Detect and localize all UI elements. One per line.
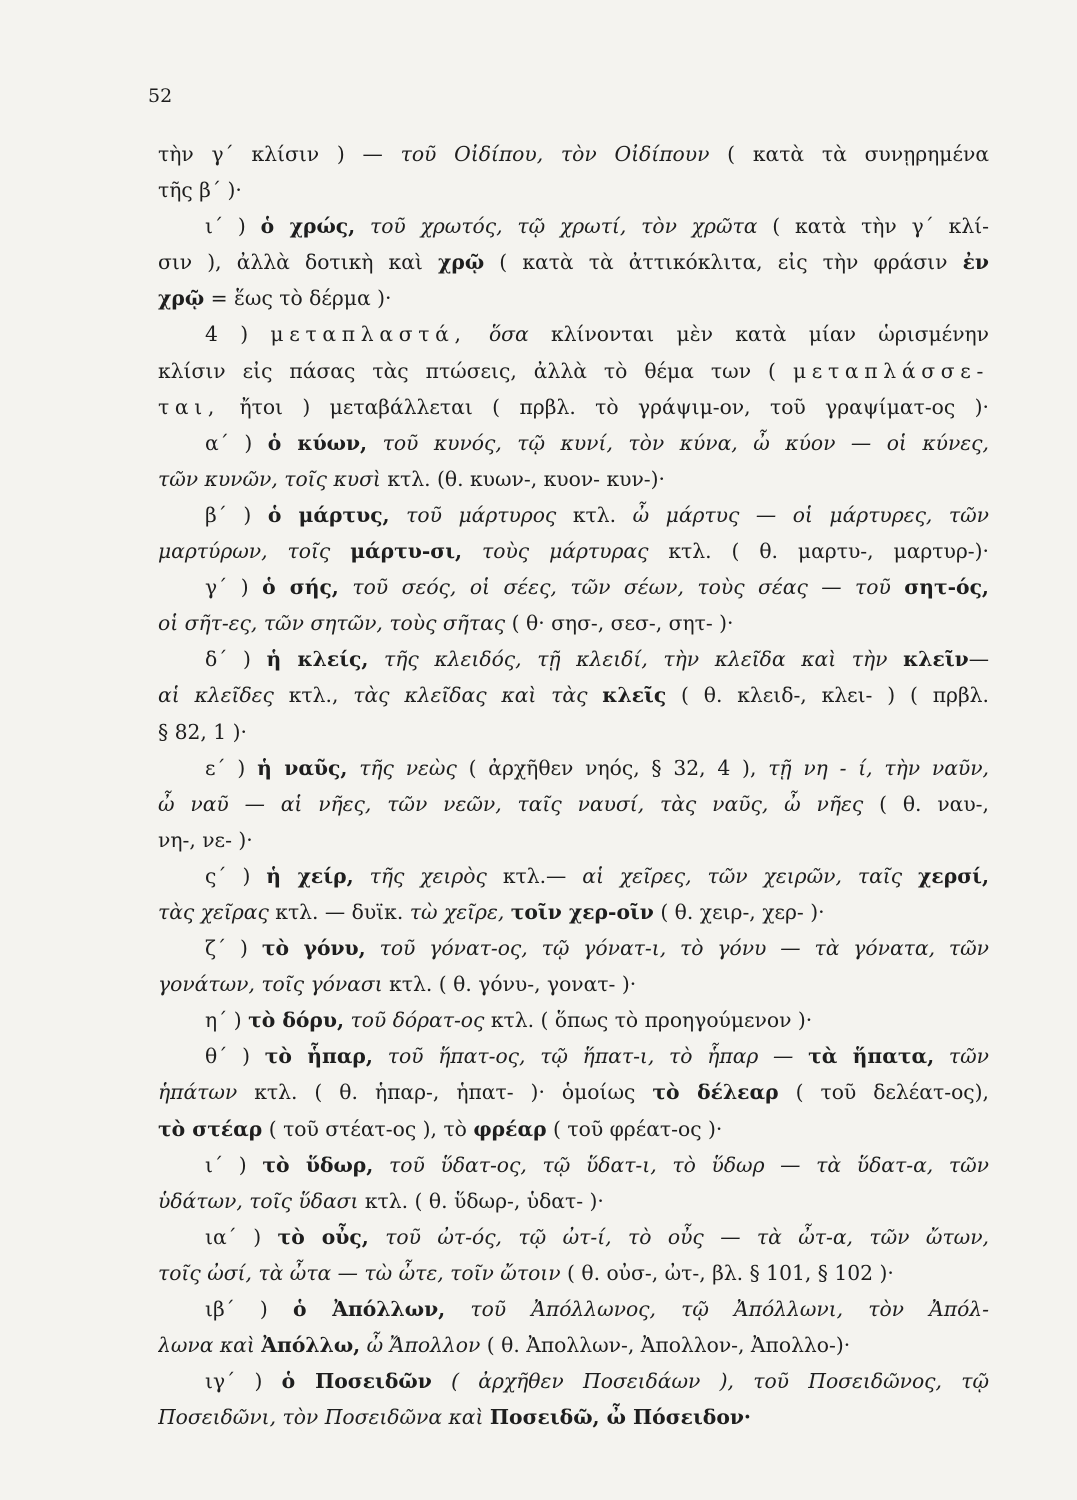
text-run: = ἕως τὸ δέρμα )· [204,286,392,311]
italic-text: τοῦ ἥπατ-ος, τῷ ἥπατ-ι, τὸ ἧπαρ — [387,1044,794,1069]
text-run: ( θ. ναυ-, [863,791,989,816]
bold-term: τὰ ἥπατα, [808,1044,935,1069]
text-line [158,208,989,244]
bold-term: χρῷ [158,286,205,311]
text-run [373,1044,388,1068]
text-line [158,1399,989,1435]
text-line [158,1219,989,1255]
italic-text: τοῦ ὕδατ-ος, τῷ ὕδατ-ι, τὸ ὕδωρ — τὰ ὕδατ-α, τῶν [389,1152,989,1177]
text-run: ( κατὰ τὴν γ´ κλί- [757,214,989,239]
text-line [158,677,989,713]
italic-text: τῆς νεὼς [359,755,457,780]
text-body [158,136,989,1435]
text-run: ιβ´ ) [205,1297,293,1321]
bold-term: τὸ ὕδωρ, [262,1152,374,1177]
text-run [354,864,370,888]
text-run: κτλ., [273,683,354,708]
text-run: δ´ ) [205,647,267,672]
text-run [367,431,383,455]
bold-term: μάρτυ-σι, [350,539,463,564]
spaced-term: μεταπλάσσε- [792,358,989,383]
text-run: β´ ) [205,502,268,527]
italic-text: τοῦ γόνατ-ος, τῷ γόνατ-ι, τὸ γόνυ — τὰ γόνατα, τῶν [379,936,989,961]
italic-text: τῶν [948,1044,989,1069]
text-line [158,1038,989,1074]
bold-term: Ἀπόλλω, [261,1333,361,1358]
text-line [158,1291,989,1327]
text-run: ια´ ) [205,1224,278,1249]
italic-text: λωνα καὶ [158,1333,255,1358]
spaced-term: μεταπλαστά, [270,322,467,347]
text-run: κλίσιν εἰς πάσας τὰς πτώσεις, ἀλλὰ τὸ θέμα των ( [158,358,793,383]
italic-text: Ποσειδῶνι, τὸν Ποσειδῶνα καὶ [158,1405,484,1430]
text-line [158,461,989,497]
text-line [158,894,989,930]
text-run: κτλ. ( θ. μαρτυ-, μαρτυρ-)· [648,539,989,564]
text-run: κτλ. — δυϊκ. [268,899,410,924]
italic-text: τὰς κλεῖδας καὶ τὰς [353,683,588,708]
text-run: σιν ), ἀλλὰ δοτικὴ καὶ [158,250,438,275]
bold-term: τοῖν χερ-οῖν [510,899,654,924]
text-line [158,641,989,677]
bold-term: τὸ γόνυ, [261,936,366,961]
italic-text: ὅσα [488,322,529,347]
text-line [158,533,989,569]
text-run [793,1044,808,1068]
text-run [369,1225,385,1249]
text-run: κτλ. ( ὅπως τὸ προηγούμενον )· [484,1008,813,1033]
italic-text: τοῦ χρωτός, τῷ χρωτί, τὸν χρῶτα [370,214,758,239]
text-line [158,1074,989,1110]
bold-term: χρῷ [438,250,485,275]
bold-term: τὸ στέαρ [158,1116,263,1141]
text-run: τὴν γ´ κλίσιν ) — [158,142,401,166]
text-run: ἤτοι ) μεταβάλλεται ( πρβλ. τὸ γράψιμ-ον, τοῦ γραψίματ-ος )· [220,394,989,419]
text-line [158,569,989,605]
text-line [158,353,989,389]
text-run: τῆς β´ )· [158,178,242,203]
italic-text: ὦ Ἄπολλον [366,1333,481,1358]
italic-text: μαρτύρων, τοῖς [158,539,331,564]
text-run: ς´ ) [205,863,267,888]
text-line [158,389,989,425]
text-run [934,1044,949,1068]
text-run: κτλ. ( θ. ὕδωρ-, ὑδατ- )· [358,1188,604,1213]
text-run [339,575,352,599]
text-line [158,280,989,316]
bold-term: κλεῖν [903,647,969,672]
italic-text: αἱ κλεῖδες [158,683,274,708]
text-run: α´ ) [205,430,268,455]
italic-text: τὼ χεῖρε, [409,899,505,924]
text-run: ( θ. Ἀπολλων-, Ἀπολλον-, Ἀπολλο-)· [480,1333,851,1358]
italic-text: τῶν κυνῶν, τοῖς κυσὶ [158,466,381,491]
text-run: § 82, 1 )· [158,719,247,744]
text-run: κλίνονται μὲν κατὰ μίαν ὡρισμένην [528,322,989,347]
text-line [158,786,989,822]
text-run [887,647,903,671]
text-line [158,1183,989,1219]
text-line [158,822,989,858]
italic-text: τῇ νη - ί, τὴν ναῦν, [768,755,989,780]
bold-term: ὁ κύων, [267,430,368,455]
page-number: 52 [148,85,173,107]
text-line [158,605,989,641]
text-run: ι´ ) [205,1152,263,1177]
italic-text: οἱ σῆτ-ες, τῶν σητῶν, τοὺς σῆτας [158,611,506,636]
text-line [158,1111,989,1147]
bold-term: ἐν [962,250,989,275]
text-run: — [968,647,989,672]
italic-text: τοῦ κυνός, τῷ κυνί, τὸν κύνα, ὦ κύον — οἱ κύνες, [382,430,989,455]
italic-text: τῆς κλειδός, τῇ κλειδί, τὴν κλεῖδα καὶ τὴν [384,647,888,672]
text-run: ιγ´ ) [205,1369,282,1394]
text-run: γ´ ) [205,575,263,600]
text-run [368,647,384,671]
text-line [158,425,989,461]
bold-term: ὁ σής, [262,575,339,600]
text-run: κτλ.— [486,863,583,888]
text-run [445,1297,470,1321]
text-line [158,930,989,966]
bold-term: χερσί, [918,863,989,888]
text-run: θ´ ) [205,1044,265,1069]
spaced-term: ται, [158,394,221,419]
text-run [587,683,602,707]
text-run: 4 ) [205,322,271,347]
text-run: ζ´ ) [205,936,262,961]
italic-text: αἱ χεῖρες, τῶν χειρῶν, ταῖς [582,863,903,888]
text-line [158,172,989,208]
text-run: ( θ. οὐσ-, ὠτ-, βλ. § 101, § 102 )· [560,1260,894,1285]
text-run: νη-, νε- )· [158,827,253,852]
text-run [366,936,380,960]
text-run: κτλ. ( θ. γόνυ-, γονατ- )· [382,972,637,997]
italic-text: τὰς χεῖρας [158,899,269,924]
bold-term: ὁ Ποσειδῶν [281,1369,432,1394]
text-run: ( τοῦ φρέατ-ος )· [546,1116,723,1141]
text-run [373,1153,389,1177]
text-line [158,858,989,894]
text-run: κτλ. (θ. κυων-, κυον- κυν-)· [380,466,665,491]
text-line [158,316,989,352]
text-line [158,497,989,533]
italic-text: ἡπάτων [158,1080,238,1105]
text-line [158,1255,989,1291]
italic-text: τοῖς ὠσί, τὰ ὦτα — τὼ ὦτε, τοῖν ὤτοιν [158,1260,561,1285]
text-run [355,214,370,238]
italic-text: ὦ ναῦ — αἱ νῆες, τῶν νεῶν, ταῖς ναυσί, τὰς ναῦς, ὦ νῆες [158,791,864,816]
bold-term: ἡ χείρ, [266,863,354,888]
text-line [158,714,989,750]
bold-term: ἡ κλείς, [266,647,369,672]
italic-text: τοῦ ὠτ-ός, τῷ ὠτ-ί, τὸ οὖς — τὰ ὦτ-α, τῶν ὤτων, [385,1224,989,1249]
italic-text: ( ἀρχῆθεν Ποσειδάων ), τοῦ Ποσειδῶνος, τῷ [451,1369,989,1394]
bold-term: ὁ Ἀπόλλων, [292,1297,446,1321]
text-run [347,756,359,780]
text-line [158,1363,989,1399]
text-run [432,1369,451,1393]
bold-term: φρέαρ [473,1116,547,1141]
italic-text: ὑδάτων, τοῖς ὕδασι [158,1188,359,1213]
text-run: κτλ. [556,502,633,527]
text-line [158,966,989,1002]
text-run: ( θ. κλειδ-, κλει- ) ( πρβλ. [666,683,989,708]
text-run: ( ἀρχῆθεν νηός, § 32, 4 ), [456,755,769,780]
text-line [158,1147,989,1183]
text-run: ( κατὰ τὰ συνῃρημένα [709,142,989,166]
text-line [158,1327,989,1363]
text-line [158,1002,989,1038]
italic-text: τοῦ σεός, οἱ σέες, τῶν σέων, τοὺς σέας — τοῦ [352,575,891,600]
text-line [158,750,989,786]
bold-term: σητ-ός, [904,575,989,600]
text-run: η´ ) [205,1008,249,1033]
bold-term: ὁ μάρτυς, [267,502,390,527]
italic-text: ὦ μάρτυς — οἱ μάρτυρες, τῶν [632,502,989,527]
text-run: ( τοῦ δελέατ-ος), [778,1080,989,1105]
bold-term: ἡ ναῦς, [257,755,348,780]
text-run: ε´ ) [205,755,258,780]
text-line [158,136,989,172]
text-run: ( θ· σησ-, σεσ-, σητ- )· [505,611,734,636]
italic-text: τοῦ δόρατ-ος [350,1008,485,1033]
text-run: ( κατὰ τὰ ἀττικόκλιτα, εἰς τὴν φράσιν [484,250,963,275]
bold-term: τὸ δόρυ, [248,1008,345,1033]
italic-text: γονάτων, τοῖς γόνασι [158,972,383,997]
text-run [891,575,904,599]
italic-text: τοῦ Οἰδίπου, τὸν Οἰδίπουν [400,142,710,166]
text-run: κτλ. ( θ. ἡπαρ-, ἡπατ- )· ὁμοίως [237,1080,653,1105]
text-line [158,244,989,280]
italic-text: τοὺς μάρτυρας [482,539,649,564]
bold-term: Ποσειδῶ, ὦ Πόσειδον· [489,1405,751,1430]
italic-text: τοῦ Ἀπόλλωνος, τῷ Ἀπόλλωνι, τὸν Ἀπόλ- [470,1297,989,1321]
text-run: ι´ ) [205,214,261,239]
italic-text: τῆς χειρὸς [369,863,487,888]
bold-term: τὸ ἧπαρ, [264,1044,373,1069]
bold-term: τὸ οὖς, [277,1224,369,1249]
text-run: ( θ. χειρ-, χερ- )· [653,899,825,924]
text-run [390,503,407,527]
bold-term: τὸ δέλεαρ [652,1080,779,1105]
text-run: ( τοῦ στέατ-ος ), τὸ [262,1116,474,1141]
bold-term: κλεῖς [602,683,667,708]
text-run [902,864,918,888]
text-run [462,539,482,563]
text-run [330,539,350,563]
bold-term: ὁ χρώς, [260,214,356,239]
text-run [467,322,489,346]
italic-text: τοῦ μάρτυρος [406,502,557,527]
